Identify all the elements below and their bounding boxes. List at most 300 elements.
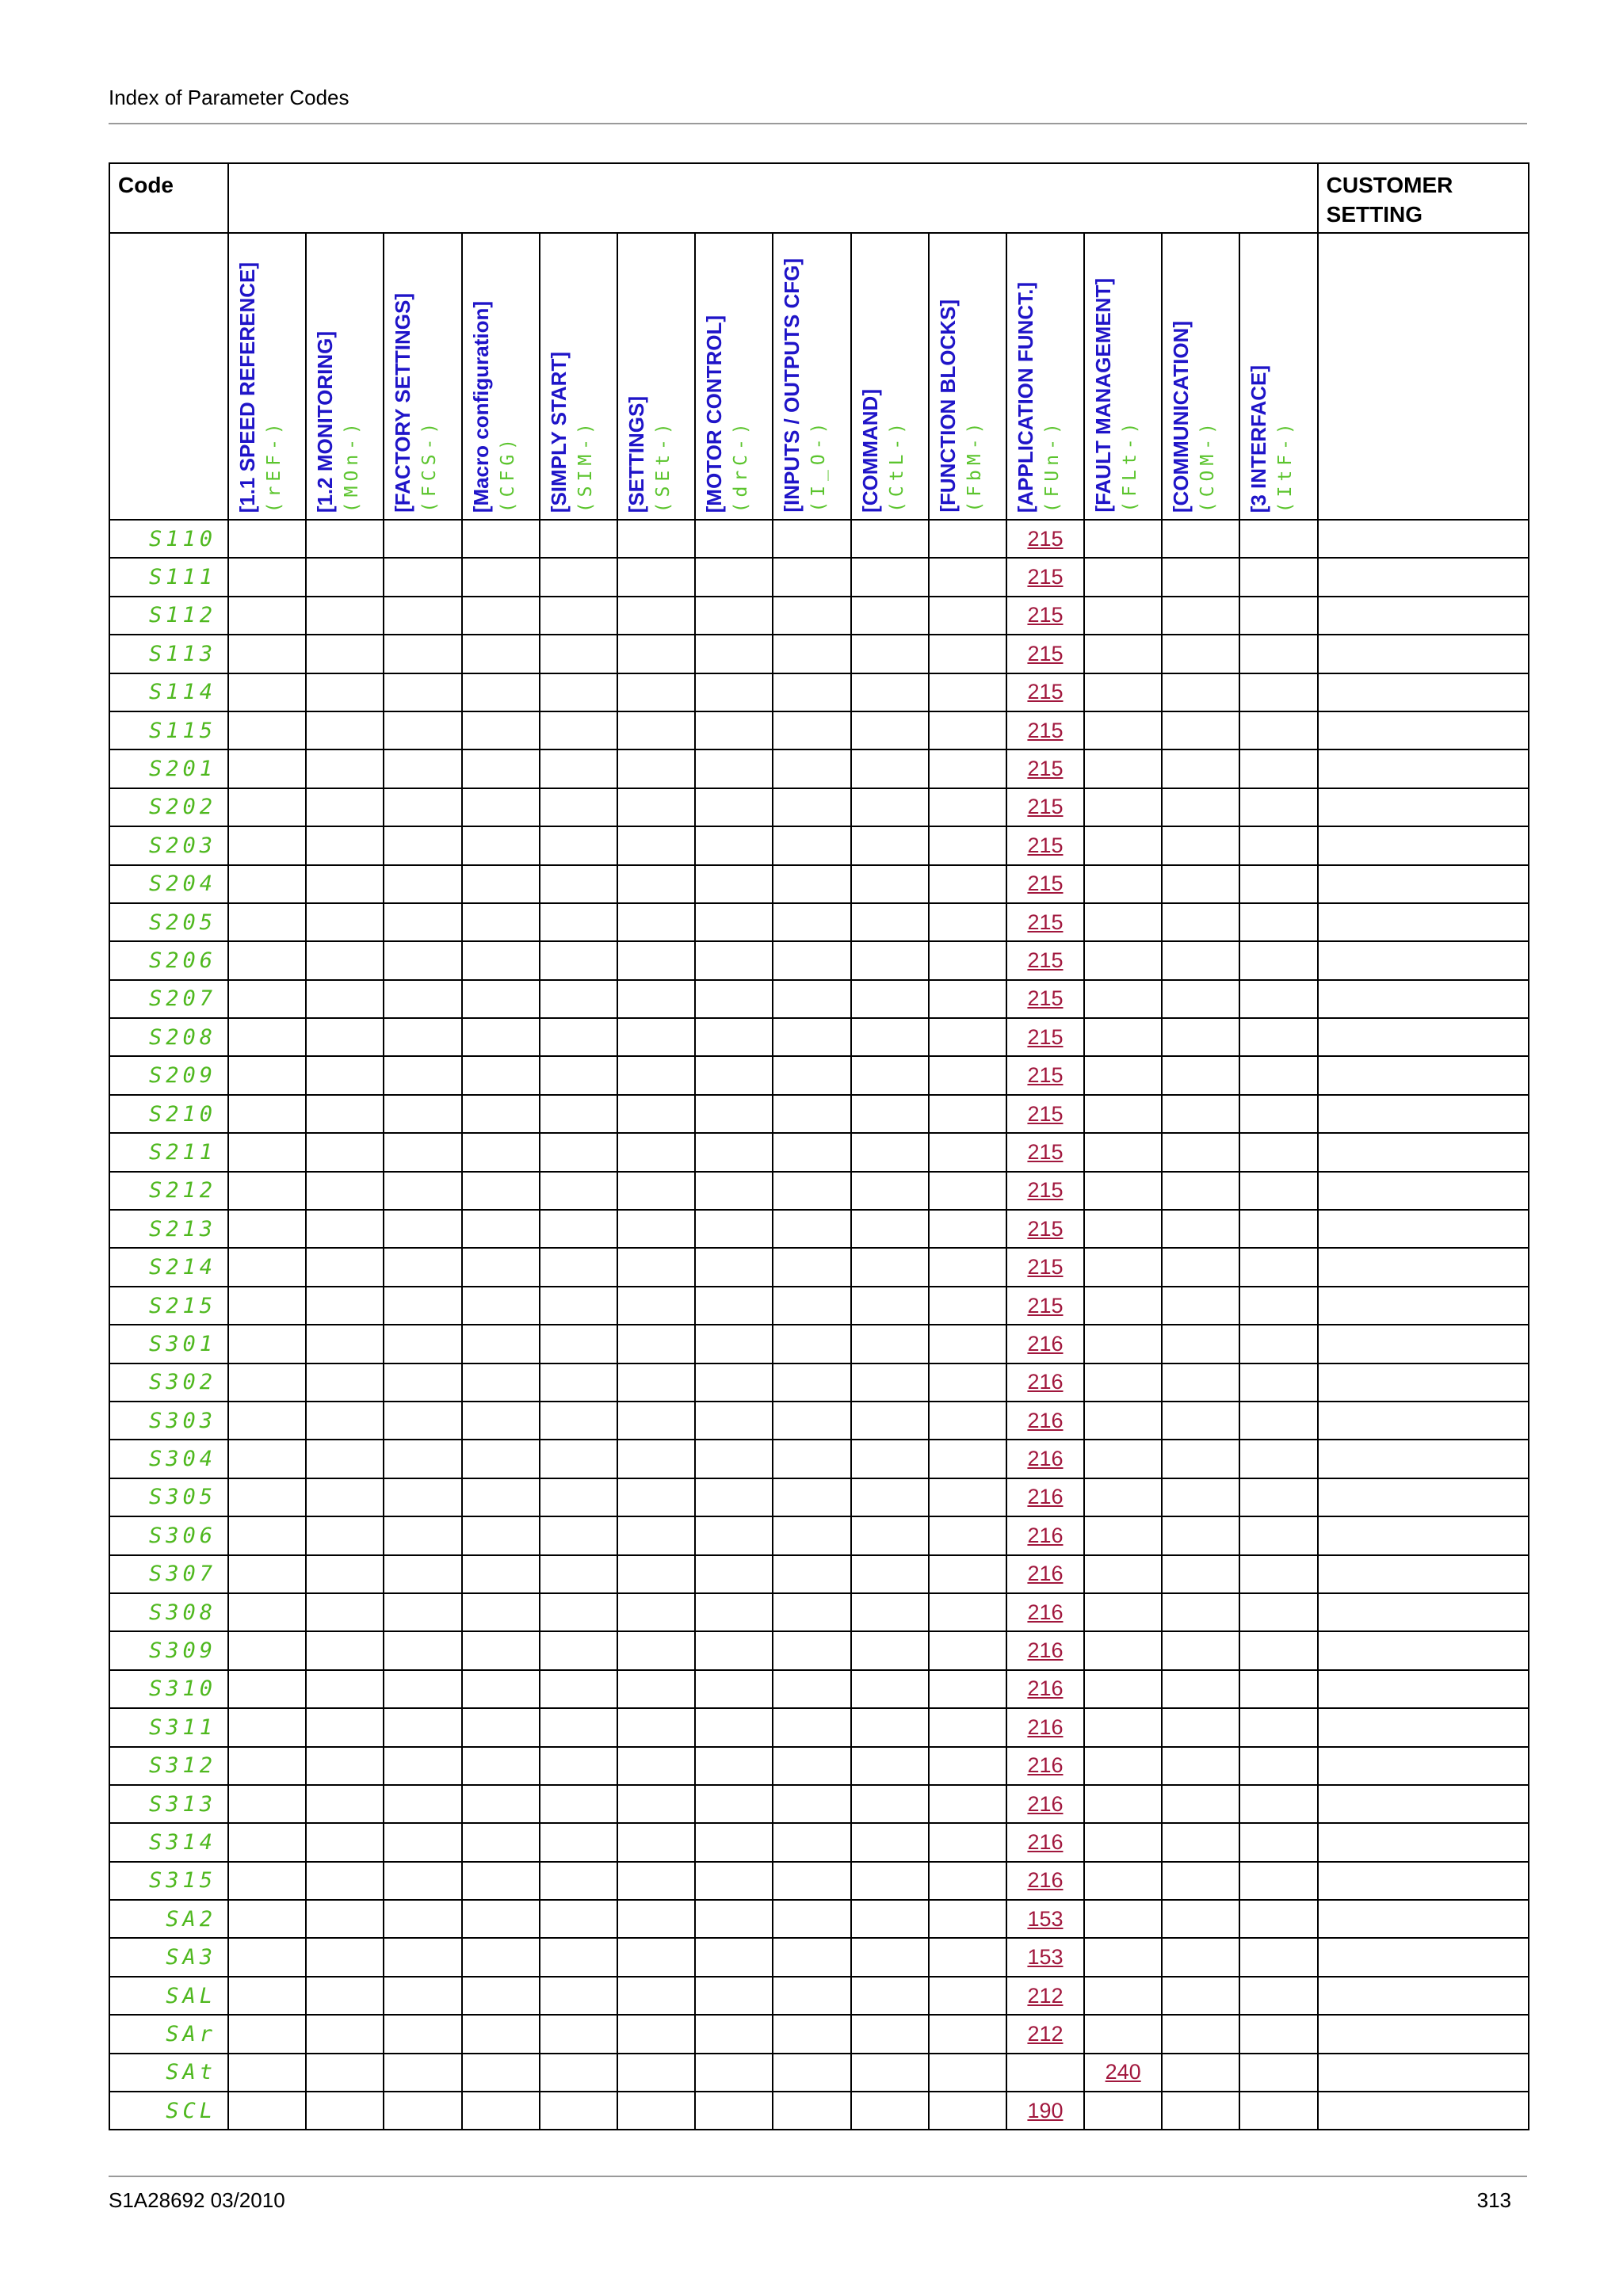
menu-cell [695, 980, 773, 1018]
menu-cell [1084, 1478, 1162, 1516]
page-reference-link[interactable]: 215 [1027, 871, 1064, 896]
menu-cell [851, 826, 929, 864]
menu-cell [773, 1172, 850, 1210]
page-reference-link[interactable]: 215 [1027, 680, 1064, 704]
parameter-code: S206 [109, 941, 228, 979]
menu-cell [384, 1172, 461, 1210]
menu-cell [384, 1708, 461, 1746]
menu-cell [1162, 1631, 1239, 1669]
page-reference-link[interactable]: 212 [1027, 2021, 1064, 2046]
customer-setting-cell [1318, 903, 1529, 941]
table-row [109, 673, 1529, 711]
page-reference-link[interactable]: 215 [1027, 1178, 1064, 1203]
menu-cell [1162, 597, 1239, 635]
menu-cell [851, 1516, 929, 1554]
menu-cell [540, 1900, 617, 1938]
table-row [109, 1516, 1529, 1554]
page-reference-link[interactable]: 216 [1027, 1331, 1064, 1356]
menu-cell [228, 1823, 306, 1861]
menu-cell [695, 1593, 773, 1631]
menu-cell [228, 1325, 306, 1363]
menu-cell [695, 865, 773, 903]
page-reference-link[interactable]: 153 [1027, 1906, 1064, 1931]
menu-cell [695, 673, 773, 711]
menu-cell [228, 558, 306, 596]
page-reference-link[interactable]: 215 [1027, 757, 1064, 781]
menu-cell [462, 2054, 540, 2092]
menu-cell [773, 1248, 850, 1286]
menu-cell [384, 1018, 461, 1056]
parameter-code: S213 [109, 1210, 228, 1248]
menu-cell [773, 1516, 850, 1554]
parameter-code: S311 [109, 1708, 228, 1746]
menu-cell [228, 2015, 306, 2053]
parameter-code: SA3 [109, 1938, 228, 1976]
page-reference-link[interactable]: 215 [1027, 1216, 1064, 1241]
menu-cell [228, 520, 306, 558]
menu-cell [695, 1708, 773, 1746]
menu-cell [851, 1056, 929, 1094]
menu-cell [540, 2054, 617, 2092]
menu-cell [617, 1056, 695, 1094]
menu-cell [540, 2092, 617, 2130]
parameter-code: SA2 [109, 1900, 228, 1938]
page-reference-link[interactable]: 215 [1027, 1255, 1064, 1280]
menu-cell [851, 788, 929, 826]
menu-cell [617, 635, 695, 673]
menu-cell [851, 903, 929, 941]
menu-cell [1084, 1287, 1162, 1325]
customer-setting-cell [1318, 1785, 1529, 1823]
menu-name: [APPLICATION FUNCT.] [1013, 281, 1037, 513]
menu-cell [228, 1938, 306, 1976]
menu-cell [306, 1287, 384, 1325]
menu-cell [1006, 1708, 1084, 1746]
menu-cell [1162, 980, 1239, 1018]
menu-cell [1006, 1785, 1084, 1823]
page-reference-link[interactable]: 215 [1027, 795, 1064, 819]
menu-cell [617, 1133, 695, 1171]
menu-header-cell [384, 233, 461, 520]
menu-cell [1162, 2015, 1239, 2053]
menu-cell [1239, 558, 1317, 596]
menu-cell [851, 1287, 929, 1325]
customer-setting-cell [1318, 1555, 1529, 1593]
page-reference-link[interactable]: 215 [1027, 1293, 1064, 1318]
page-reference-link[interactable]: 216 [1027, 1753, 1064, 1778]
menu-cell [851, 558, 929, 596]
page-reference-link[interactable]: 216 [1027, 1485, 1064, 1509]
page-reference-link[interactable]: 215 [1027, 910, 1064, 934]
menu-cell [1084, 1747, 1162, 1785]
customer-setting-cell [1318, 1210, 1529, 1248]
menu-cell [851, 1708, 929, 1746]
page-reference-link[interactable]: 215 [1027, 1101, 1064, 1126]
menu-cell [228, 1708, 306, 1746]
menu-cell [384, 903, 461, 941]
menu-cell [228, 2092, 306, 2130]
menu-cell [929, 980, 1006, 1018]
menu-cell [1239, 941, 1317, 979]
menu-cell [462, 558, 540, 596]
customer-setting-cell [1318, 1133, 1529, 1171]
page-reference-link[interactable]: 216 [1027, 1829, 1064, 1854]
menu-cell [1084, 980, 1162, 1018]
menu-cell [306, 941, 384, 979]
menu-cell [540, 1747, 617, 1785]
menu-cell [306, 1210, 384, 1248]
menu-cell [540, 673, 617, 711]
menu-cell [540, 980, 617, 1018]
menu-cell [1239, 2015, 1317, 2053]
menu-code: (FLt-) [1120, 418, 1141, 513]
customer-setting-cell [1318, 1095, 1529, 1133]
menu-cell [306, 903, 384, 941]
customer-setting-blank-cell [1318, 233, 1529, 520]
table-row [109, 1287, 1529, 1325]
page-reference-link[interactable]: 215 [1027, 641, 1064, 666]
page-reference-link[interactable]: 215 [1027, 833, 1064, 857]
menu-cell [1239, 1631, 1317, 1669]
menu-header-cell [929, 233, 1006, 520]
page-reference-link[interactable]: 215 [1027, 1063, 1064, 1088]
menu-cell [306, 1478, 384, 1516]
menu-cell [540, 1938, 617, 1976]
menu-header-label [701, 315, 754, 513]
menu-cell [1239, 2092, 1317, 2130]
menu-cell [695, 1440, 773, 1478]
menu-cell [773, 1095, 850, 1133]
menu-cell [929, 558, 1006, 596]
menu-cell [228, 1785, 306, 1823]
menu-cell [1239, 2054, 1317, 2092]
menu-cell [929, 597, 1006, 635]
menu-cell [773, 1133, 850, 1171]
menu-cell [462, 1133, 540, 1171]
menu-cell [1084, 520, 1162, 558]
page-reference-link[interactable]: 216 [1027, 1676, 1064, 1701]
menu-cell [1006, 673, 1084, 711]
menu-cell [462, 1555, 540, 1593]
menu-cell [462, 1670, 540, 1708]
menu-cell [306, 673, 384, 711]
customer-setting-cell [1318, 1440, 1529, 1478]
menu-cell [228, 2054, 306, 2092]
menu-cell [929, 1133, 1006, 1171]
menu-cell [228, 980, 306, 1018]
menu-cell [1239, 1172, 1317, 1210]
menu-cell [695, 1862, 773, 1900]
menu-cell [540, 1785, 617, 1823]
menu-cell [1006, 1172, 1084, 1210]
menu-cell [1084, 1977, 1162, 2015]
menu-cell [1006, 865, 1084, 903]
page-reference-link[interactable]: 216 [1027, 1523, 1064, 1547]
menu-cell [540, 1862, 617, 1900]
menu-header-cell [306, 233, 384, 520]
menu-cell [617, 903, 695, 941]
menu-cell [929, 2092, 1006, 2130]
menu-cell [695, 1631, 773, 1669]
parameter-code: S308 [109, 1593, 228, 1631]
page-reference-link[interactable]: 216 [1027, 1638, 1064, 1663]
customer-setting-cell [1318, 1478, 1529, 1516]
menu-cell [540, 1095, 617, 1133]
menu-cell [228, 1402, 306, 1440]
customer-setting-cell [1318, 1172, 1529, 1210]
menu-cell [929, 1095, 1006, 1133]
parameter-code: S214 [109, 1248, 228, 1286]
menu-cell [462, 2092, 540, 2130]
menu-cell [1162, 826, 1239, 864]
page-reference-link[interactable]: 215 [1027, 986, 1064, 1011]
table-row [109, 1018, 1529, 1056]
menu-cell [540, 1478, 617, 1516]
page-reference-link[interactable]: 153 [1027, 1945, 1064, 1970]
table-row [109, 1747, 1529, 1785]
menu-cell [851, 980, 929, 1018]
menu-cell [617, 1670, 695, 1708]
menu-cell [1006, 1862, 1084, 1900]
page-reference-link[interactable]: 190 [1027, 2098, 1064, 2122]
page-reference-link[interactable]: 212 [1027, 1983, 1064, 2008]
menu-cell [306, 1708, 384, 1746]
page-reference-link[interactable]: 215 [1027, 526, 1064, 551]
menu-cell [306, 1133, 384, 1171]
menu-cell [1006, 1900, 1084, 1938]
parameter-code: S202 [109, 788, 228, 826]
menu-cell [1162, 2054, 1239, 2092]
menu-cell [695, 597, 773, 635]
menu-cell [851, 941, 929, 979]
menu-code: (CtL-) [886, 418, 907, 513]
menu-cell [695, 1056, 773, 1094]
menu-cell [462, 903, 540, 941]
menu-cell [540, 1402, 617, 1440]
menu-cell [540, 941, 617, 979]
page-reference-link[interactable]: 216 [1027, 1447, 1064, 1471]
parameter-code: S314 [109, 1823, 228, 1861]
menu-cell [1084, 635, 1162, 673]
parameter-code: S207 [109, 980, 228, 1018]
parameter-code: S112 [109, 597, 228, 635]
page-reference-link[interactable]: 215 [1027, 565, 1064, 589]
menu-cell [1239, 903, 1317, 941]
page-reference-link[interactable]: 215 [1027, 948, 1064, 972]
table-row [109, 597, 1529, 635]
menu-cell [851, 1977, 929, 2015]
menu-cell [1084, 711, 1162, 749]
parameter-code: S305 [109, 1478, 228, 1516]
menu-cell [462, 673, 540, 711]
menu-cell [1239, 520, 1317, 558]
menu-cell [1239, 980, 1317, 1018]
menu-cell [851, 1938, 929, 1976]
menu-cell [773, 1210, 850, 1248]
menu-cell [851, 1402, 929, 1440]
page-reference-link[interactable]: 216 [1027, 1370, 1064, 1394]
menu-cell [1084, 826, 1162, 864]
menu-cell [1162, 1938, 1239, 1976]
menu-cell [1239, 1210, 1317, 1248]
page-reference-link[interactable]: 216 [1027, 1408, 1064, 1432]
customer-header-cell [1318, 163, 1529, 233]
parameter-code: S304 [109, 1440, 228, 1478]
menu-cell [540, 1516, 617, 1554]
menu-cell [1239, 1402, 1317, 1440]
menu-cell [228, 749, 306, 788]
page-reference-link[interactable]: 216 [1027, 1714, 1064, 1739]
customer-setting-cell [1318, 1977, 1529, 2015]
menu-cell [773, 788, 850, 826]
menu-cell [617, 980, 695, 1018]
menu-cell [695, 826, 773, 864]
menu-cell [1006, 1287, 1084, 1325]
menu-cell [462, 1363, 540, 1402]
menu-cell [1084, 1325, 1162, 1363]
menu-cell [1006, 1977, 1084, 2015]
customer-setting-cell [1318, 1287, 1529, 1325]
menu-cell [773, 826, 850, 864]
menu-cell [1239, 711, 1317, 749]
menu-cell [1162, 1172, 1239, 1210]
menu-cell [929, 1862, 1006, 1900]
table-row [109, 1210, 1529, 1248]
parameter-code: S203 [109, 826, 228, 864]
menu-cell [1084, 2054, 1162, 2092]
menu-cell [228, 1747, 306, 1785]
table-row [109, 635, 1529, 673]
menu-name: [1.1 SPEED REFERENCE] [235, 261, 259, 513]
menu-cell [851, 1900, 929, 1938]
table-row [109, 2015, 1529, 2053]
menu-code: (MOn-) [342, 418, 363, 513]
parameter-code: S113 [109, 635, 228, 673]
menu-code: (FUn-) [1041, 418, 1063, 513]
menu-cell [773, 2015, 850, 2053]
menu-cell [1239, 749, 1317, 788]
menu-name: [SETTINGS] [624, 395, 648, 513]
page-reference-link[interactable]: 215 [1027, 718, 1064, 742]
menu-cell [462, 749, 540, 788]
menu-cell [540, 826, 617, 864]
menu-cell [1162, 1133, 1239, 1171]
menu-cell [540, 1440, 617, 1478]
menu-cell [1006, 1747, 1084, 1785]
menu-cell [306, 635, 384, 673]
menu-cell [228, 1018, 306, 1056]
menu-cell [1239, 1325, 1317, 1363]
page-reference-link[interactable]: 240 [1105, 2060, 1141, 2084]
menu-cell [1162, 865, 1239, 903]
menu-cell [773, 2092, 850, 2130]
page-reference-link[interactable]: 216 [1027, 1868, 1064, 1893]
table-row [109, 2054, 1529, 2092]
page-reference-link[interactable]: 215 [1027, 1139, 1064, 1164]
menu-cell [695, 1018, 773, 1056]
menu-cell [228, 1056, 306, 1094]
menu-cell [1239, 1670, 1317, 1708]
menu-cell [617, 1363, 695, 1402]
menu-cell [617, 2054, 695, 2092]
table-row [109, 1708, 1529, 1746]
menu-cell [540, 1708, 617, 1746]
menu-cell [306, 520, 384, 558]
page-reference-link[interactable]: 216 [1027, 1791, 1064, 1816]
menu-cell [462, 1440, 540, 1478]
menu-cell [851, 2054, 929, 2092]
menu-cell [773, 673, 850, 711]
menu-cell [617, 1440, 695, 1478]
menu-cell [617, 1172, 695, 1210]
table-row [109, 1056, 1529, 1094]
menu-cell [384, 788, 461, 826]
menu-cell [306, 2054, 384, 2092]
menu-cell [1162, 1287, 1239, 1325]
code-header-cell [109, 163, 228, 233]
menu-cell [462, 865, 540, 903]
menu-code: (drC-) [731, 418, 752, 513]
menu-cell [1239, 597, 1317, 635]
menu-cell [1006, 1018, 1084, 1056]
customer-setting-cell [1318, 597, 1529, 635]
menu-cell [540, 1593, 617, 1631]
menu-cell [1162, 1823, 1239, 1861]
menu-cell [384, 1747, 461, 1785]
menu-name: [FUNCTION BLOCKS] [935, 299, 960, 513]
menu-cell [462, 1325, 540, 1363]
menu-code: (FCS-) [419, 418, 441, 513]
menu-cell [1084, 903, 1162, 941]
menu-cell [1084, 1056, 1162, 1094]
menu-header-label [468, 301, 521, 513]
menu-cell [1006, 788, 1084, 826]
menu-cell [1084, 1516, 1162, 1554]
page-reference-link[interactable]: 216 [1027, 1562, 1064, 1586]
menu-cell [929, 673, 1006, 711]
menu-cell [617, 788, 695, 826]
page-reference-link[interactable]: 215 [1027, 603, 1064, 627]
menu-cell [384, 1133, 461, 1171]
menu-cell [851, 673, 929, 711]
menu-name: [1.2 MONITORING] [313, 330, 338, 513]
menu-cell [462, 1210, 540, 1248]
menu-cell [228, 1440, 306, 1478]
menu-header-cell [228, 233, 306, 520]
menu-header-cell [773, 233, 850, 520]
menu-cell [695, 1516, 773, 1554]
menu-cell [851, 749, 929, 788]
menu-header-cell [1006, 233, 1084, 520]
menu-cell [617, 1862, 695, 1900]
customer-setting-cell [1318, 1938, 1529, 1976]
page-reference-link[interactable]: 216 [1027, 1600, 1064, 1624]
menu-cell [462, 711, 540, 749]
menu-cell [695, 1938, 773, 1976]
page-reference-link[interactable]: 215 [1027, 1024, 1064, 1049]
menu-cell [617, 1210, 695, 1248]
menu-cell [773, 635, 850, 673]
menu-cell [1162, 1248, 1239, 1286]
menu-cell [384, 826, 461, 864]
menu-cell [462, 1287, 540, 1325]
menu-cell [1006, 1133, 1084, 1171]
menu-header-label [857, 389, 911, 513]
menu-cell [773, 1440, 850, 1478]
menu-code: (COM-) [1197, 418, 1219, 513]
menu-cell [695, 1248, 773, 1286]
parameter-code: S201 [109, 749, 228, 788]
